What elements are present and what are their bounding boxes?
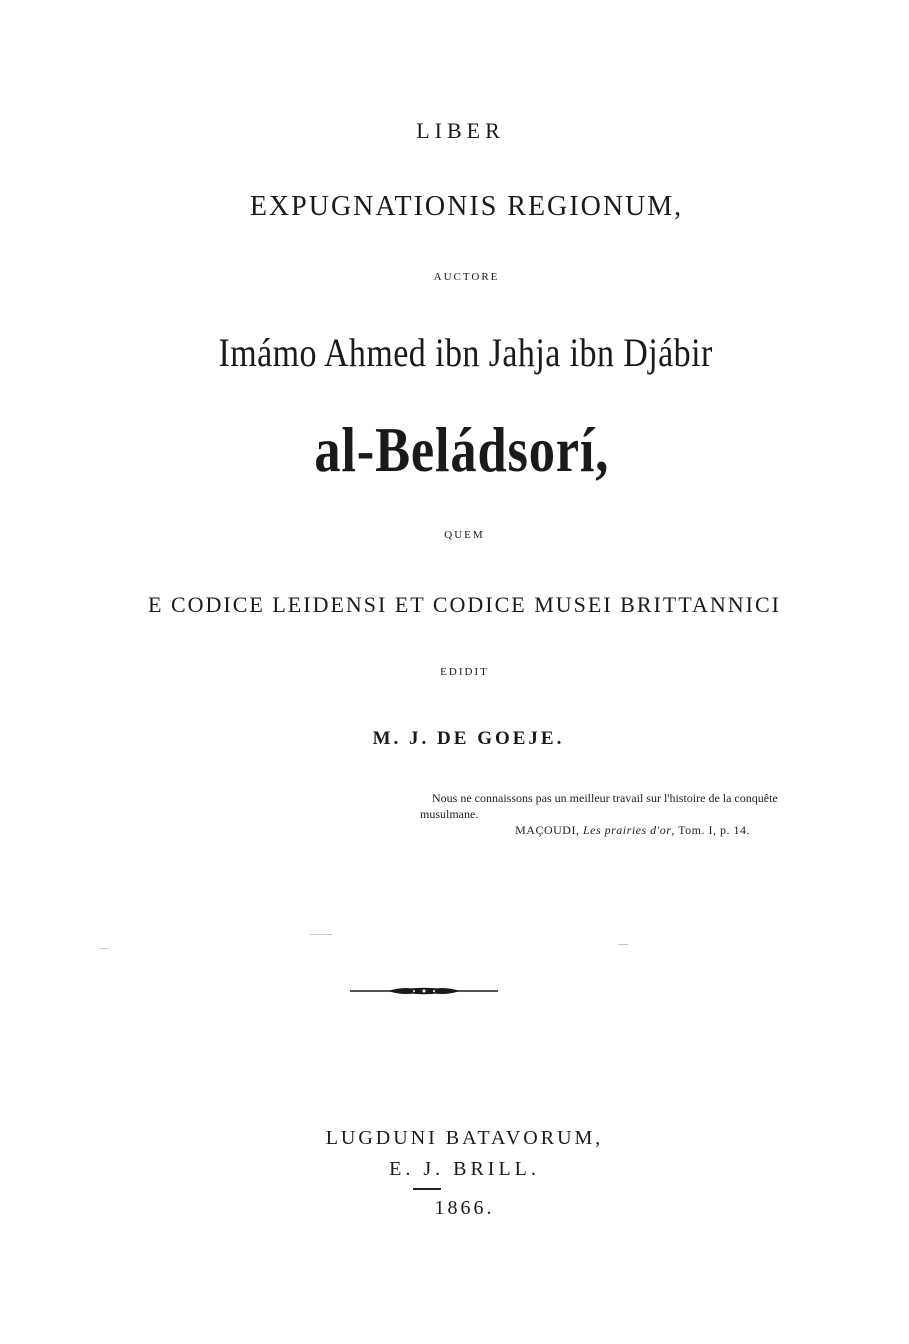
epigraph	[420, 790, 780, 838]
epigraph-source-ref: , Tom. I, p. 14.	[671, 823, 750, 837]
edidit-label: EDIDIT	[440, 666, 489, 678]
imprint-year: 1866.	[434, 1197, 495, 1219]
manuscript-sources: E CODICE LEIDENSI ET CODICE MUSEI BRITTANNICI	[148, 592, 781, 617]
title-liber: LIBER	[416, 118, 505, 143]
paper-speck	[310, 934, 332, 935]
auctore-label: AUCTORE	[433, 271, 500, 283]
imprint-place: LUGDUNI BATAVORUM,	[325, 1127, 604, 1149]
paper-speck	[100, 948, 108, 949]
paper-speck	[618, 944, 628, 945]
epigraph-source	[420, 822, 780, 838]
epigraph-source-work: Les prairies d'or	[582, 823, 672, 837]
author-name: al-Beládsorí,	[314, 414, 610, 485]
epigraph-text: Nous ne connaissons pas un meilleur travail sur l'histoire de la conquête musulmane.	[420, 791, 778, 821]
author-line: Imámo Ahmed ibn Jahja ibn Djábir	[218, 330, 713, 375]
epigraph-source-author: MAÇOUDI,	[515, 823, 580, 837]
imprint-publisher: E. J. BRILL.	[389, 1158, 540, 1180]
book-title: EXPUGNATIONIS REGIONUM,	[249, 191, 684, 222]
ornamental-divider	[348, 978, 500, 1004]
editor-name: M. J. DE GOEJE.	[372, 728, 565, 749]
quem-label: QUEM	[444, 529, 485, 541]
imprint-rule	[413, 1188, 441, 1190]
